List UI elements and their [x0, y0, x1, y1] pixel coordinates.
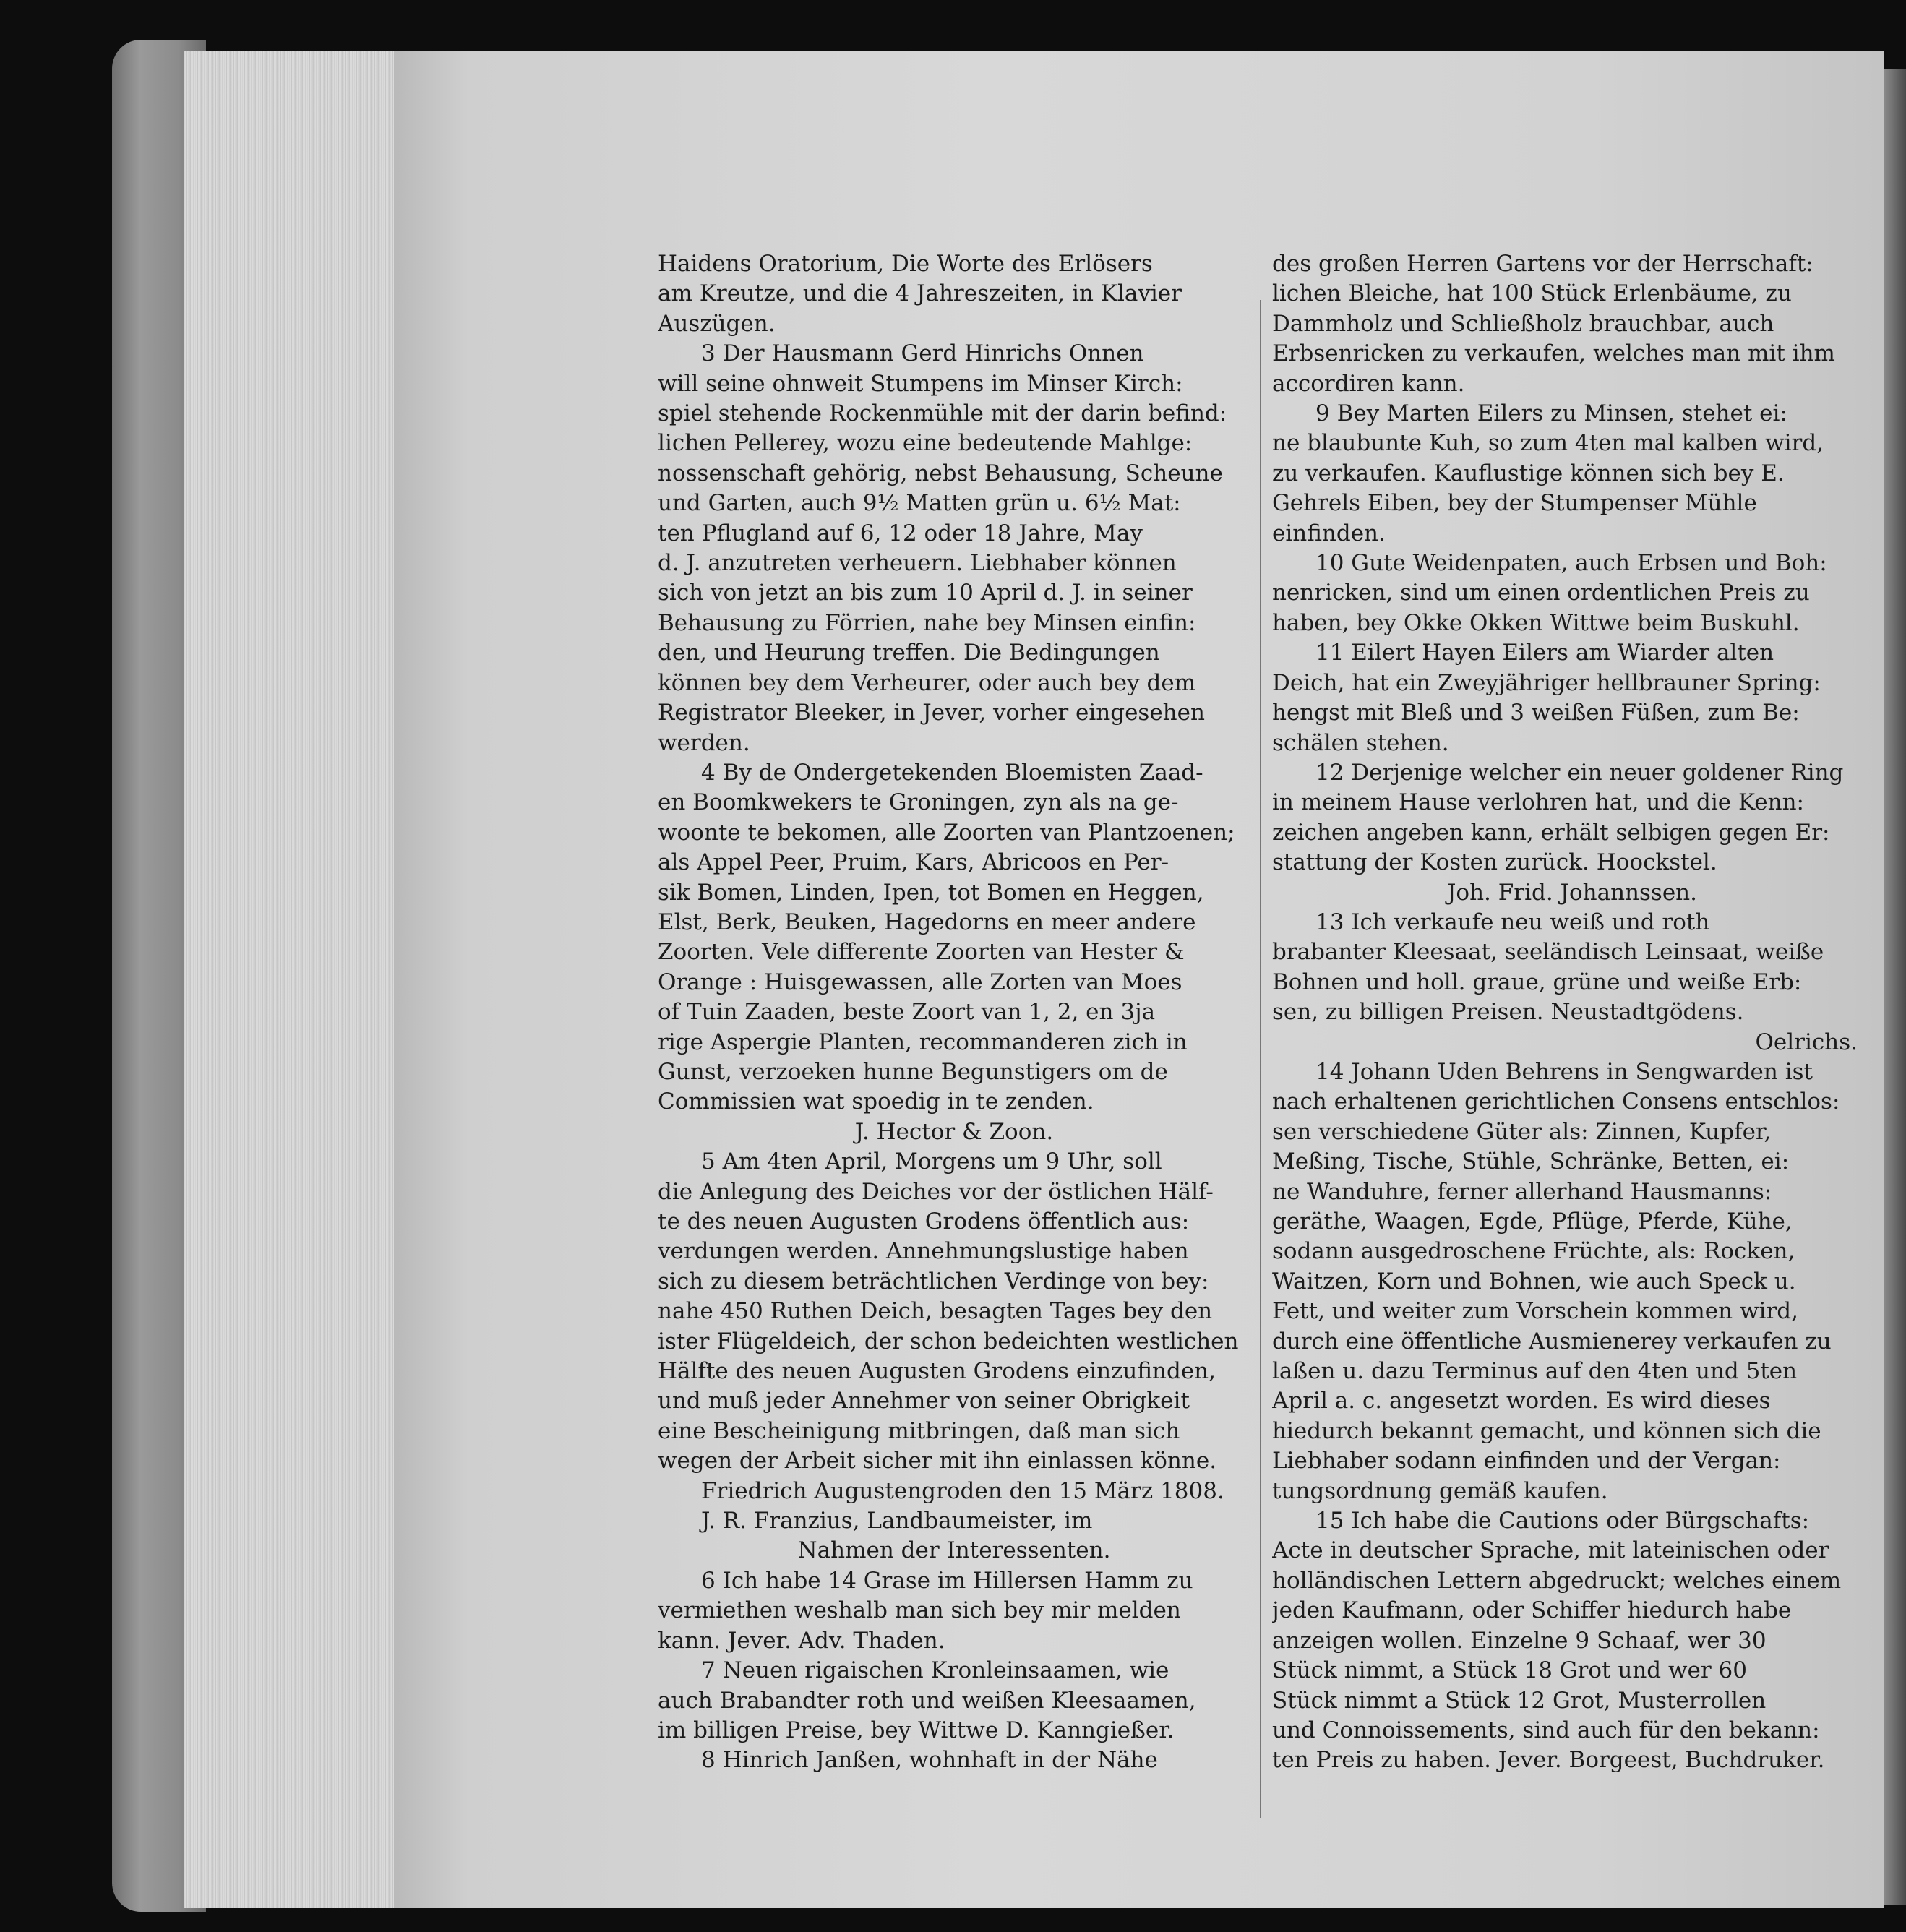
text-line: ten Preis zu haben. Jever. Borgeest, Buchdruker.: [1272, 1747, 1825, 1774]
text-line: stattung der Kosten zurück. Hoockstel.: [1272, 849, 1717, 876]
text-line: Dammholz und Schließholz brauchbar, auch: [1272, 310, 1774, 337]
text-line: nossenschaft gehörig, nebst Behausung, Scheune: [658, 460, 1223, 486]
text-line: 6 Ich habe 14 Grase im Hillersen Hamm zu: [701, 1567, 1193, 1594]
text-line: Gunst, verzoeken hunne Begunstigers om de: [658, 1058, 1168, 1085]
text-line: im billigen Preise, bey Wittwe D. Kanngießer.: [658, 1717, 1175, 1743]
text-line: sodann ausgedroschene Früchte, als: Rocken,: [1272, 1238, 1795, 1265]
text-line: 7 Neuen rigaischen Kronleinsaamen, wie: [701, 1657, 1169, 1684]
date-line: Friedrich Augustengroden den 15 März 1808.: [701, 1477, 1224, 1504]
text-line: d. J. anzutreten verheuern. Liebhaber können: [658, 550, 1177, 577]
text-line: am Kreutze, und die 4 Jahreszeiten, in Klavier: [658, 280, 1182, 307]
text-line: können bey dem Verheurer, oder auch bey dem: [658, 669, 1196, 696]
text-line: 5 Am 4ten April, Morgens um 9 Uhr, soll: [701, 1149, 1162, 1175]
text-line: April a. c. angesetzt worden. Es wird dieses: [1272, 1388, 1771, 1414]
text-line: woonte te bekomen, alle Zoorten van Plantzoenen;: [658, 819, 1235, 846]
adjacent-page-edge: [1884, 69, 1906, 1905]
left-text-column: [658, 249, 1250, 1776]
text-line: ister Flügeldeich, der schon bedeichten westlichen: [658, 1328, 1239, 1354]
right-text-column: [1272, 249, 1872, 1776]
text-line: auch Brabandter roth und weißen Kleesaamen,: [658, 1687, 1196, 1714]
text-line: Acte in deutscher Sprache, mit lateinischen oder: [1272, 1537, 1829, 1564]
text-line: sen, zu billigen Preisen. Neustadtgödens.: [1272, 999, 1744, 1026]
text-line: Auszügen.: [658, 310, 776, 337]
text-line: und Garten, auch 9½ Matten grün u. 6½ Mat:: [658, 490, 1181, 517]
page-text-area: [394, 51, 1884, 1908]
text-line: lichen Bleiche, hat 100 Stück Erlenbäume, zu: [1272, 280, 1792, 307]
text-line: 10 Gute Weidenpaten, auch Erbsen und Boh:: [1315, 550, 1827, 577]
text-line: anzeigen wollen. Einzelne 9 Schaaf, wer 30: [1272, 1627, 1767, 1654]
text-line: nach erhaltenen gerichtlichen Consens entschlos:: [1272, 1089, 1840, 1115]
text-line: te des neuen Augusten Grodens öffentlich aus:: [658, 1208, 1190, 1235]
text-line: wegen der Arbeit sicher mit ihn einlassen könne.: [658, 1448, 1217, 1474]
text-line: jeden Kaufmann, oder Schiffer hiedurch habe: [1272, 1597, 1792, 1624]
text-line: und muß jeder Annehmer von seiner Obrigkeit: [658, 1388, 1190, 1414]
text-line: und Connoissements, sind auch für den bekann:: [1272, 1717, 1820, 1743]
text-line: geräthe, Waagen, Egde, Pflüge, Pferde, Kühe,: [1272, 1208, 1793, 1235]
text-line: zeichen angeben kann, erhält selbigen gegen Er:: [1272, 819, 1830, 846]
text-line: Haidens Oratorium, Die Worte des Erlösers: [658, 251, 1153, 277]
text-line: 11 Eilert Hayen Eilers am Wiarder alten: [1315, 640, 1774, 666]
text-line: hengst mit Bleß und 3 weißen Füßen, zum Be:: [1272, 700, 1800, 726]
text-line: zu verkaufen. Kauflustige können sich bey E.: [1272, 460, 1785, 486]
text-line: hiedurch bekannt gemacht, und können sich die: [1272, 1417, 1821, 1444]
text-line: Liebhaber sodann einfinden und der Vergan:: [1272, 1448, 1781, 1474]
text-line: in meinem Hause verlohren hat, und die Kenn:: [1272, 789, 1804, 816]
page-stack-edges: [184, 51, 401, 1908]
text-line: 15 Ich habe die Cautions oder Bürgschafts:: [1315, 1508, 1810, 1534]
text-line: 12 Derjenige welcher ein neuer goldener Ring: [1315, 759, 1844, 786]
text-line: ne Wanduhre, ferner allerhand Hausmanns:: [1272, 1178, 1772, 1205]
text-line: holländischen Lettern abgedruckt; welches einem: [1272, 1567, 1842, 1594]
text-line: sen verschiedene Güter als: Zinnen, Kupfer,: [1272, 1118, 1772, 1145]
text-line: sich von jetzt an bis zum 10 April d. J. in seiner: [658, 580, 1193, 606]
text-line: laßen u. dazu Terminus auf den 4ten und 5ten: [1272, 1358, 1798, 1385]
signature-line: Joh. Frid. Johannssen.: [1446, 879, 1697, 906]
text-line: of Tuin Zaaden, beste Zoort van 1, 2, en 3ja: [658, 999, 1156, 1026]
text-line: 9 Bey Marten Eilers zu Minsen, stehet ei:: [1315, 400, 1787, 427]
text-line: Stück nimmt a Stück 12 Grot, Musterrollen: [1272, 1687, 1767, 1714]
text-line: 8 Hinrich Janßen, wohnhaft in der Nähe: [701, 1747, 1158, 1774]
text-line: Waitzen, Korn und Bohnen, wie auch Speck u.: [1272, 1268, 1796, 1295]
text-line: sich zu diesem beträchtlichen Verdinge von bey:: [658, 1268, 1209, 1295]
text-line: kann. Jever. Adv. Thaden.: [658, 1627, 945, 1654]
text-line: Meßing, Tische, Stühle, Schränke, Betten, ei:: [1272, 1149, 1790, 1175]
text-line: en Boomkwekers te Groningen, zyn als na ge-: [658, 789, 1179, 816]
text-line: ne blaubunte Kuh, so zum 4ten mal kalben wird,: [1272, 430, 1824, 457]
text-line: spiel stehende Rockenmühle mit der darin befind:: [658, 400, 1227, 427]
text-line: will seine ohnweit Stumpens im Minser Kirch:: [658, 370, 1183, 397]
text-line: 4 By de Ondergetekenden Bloemisten Zaad-: [701, 759, 1203, 786]
text-line: sik Bomen, Linden, Ipen, tot Bomen en Heggen,: [658, 879, 1204, 906]
text-line: Elst, Berk, Beuken, Hagedorns en meer andere: [658, 909, 1196, 935]
signature-line: Nahmen der Interessenten.: [797, 1537, 1111, 1564]
text-line: Erbsenricken zu verkaufen, welches man mit ihm: [1272, 340, 1835, 367]
text-line: ten Pflugland auf 6, 12 oder 18 Jahre, May: [658, 520, 1143, 546]
text-line: durch eine öffentliche Ausmienerey verkaufen zu: [1272, 1328, 1832, 1354]
text-line: verdungen werden. Annehmungslustige haben: [658, 1238, 1189, 1265]
signature-line: J. R. Franzius, Landbaumeister, im: [701, 1508, 1093, 1534]
signature-line: J. Hector & Zoon.: [854, 1118, 1054, 1145]
text-line: brabanter Kleesaat, seeländisch Leinsaat, weiße: [1272, 939, 1824, 966]
text-line: 14 Johann Uden Behrens in Sengwarden ist: [1315, 1058, 1813, 1085]
text-line: accordiren kann.: [1272, 370, 1465, 397]
text-line: Zoorten. Vele differente Zoorten van Hester &: [658, 939, 1185, 966]
text-line: Gehrels Eiben, bey der Stumpenser Mühle: [1272, 490, 1757, 517]
text-line: werden.: [658, 729, 750, 756]
text-line: haben, bey Okke Okken Wittwe beim Buskuhl.: [1272, 609, 1800, 636]
column-divider: [1260, 300, 1261, 1818]
text-line: Registrator Bleeker, in Jever, vorher eingesehen: [658, 700, 1205, 726]
text-line: tungsordnung gemäß kaufen.: [1272, 1477, 1608, 1504]
text-line: als Appel Peer, Pruim, Kars, Abricoos en Per-: [658, 849, 1169, 876]
text-line: vermiethen weshalb man sich bey mir melden: [658, 1597, 1181, 1624]
text-line: schälen stehen.: [1272, 729, 1449, 756]
text-line: 3 Der Hausmann Gerd Hinrichs Onnen: [701, 340, 1144, 367]
text-line: rige Aspergie Planten, recommanderen zich in: [658, 1029, 1188, 1055]
text-line: Deich, hat ein Zweyjähriger hellbrauner Spring:: [1272, 669, 1821, 696]
text-line: lichen Pellerey, wozu eine bedeutende Mahlge:: [658, 430, 1193, 457]
text-line: die Anlegung des Deiches vor der östlichen Hälf-: [658, 1178, 1214, 1205]
signature-line: Oelrichs.: [1755, 1029, 1858, 1055]
text-line: Bohnen und holl. graue, grüne und weiße Erb:: [1272, 969, 1802, 995]
text-line: eine Bescheinigung mitbringen, daß man sich: [658, 1417, 1180, 1444]
text-line: Commissien wat spoedig in te zenden.: [658, 1089, 1094, 1115]
text-line: 13 Ich verkaufe neu weiß und roth: [1315, 909, 1710, 935]
text-line: Behausung zu Förrien, nahe bey Minsen einfin:: [658, 609, 1196, 636]
text-line: Orange : Huisgewassen, alle Zorten van Moes: [658, 969, 1182, 995]
text-line: Hälfte des neuen Augusten Grodens einzufinden,: [658, 1358, 1216, 1385]
text-line: den, und Heurung treffen. Die Bedingungen: [658, 640, 1160, 666]
text-line: des großen Herren Gartens vor der Herrschaft:: [1272, 251, 1813, 277]
text-line: einfinden.: [1272, 520, 1386, 546]
text-line: Fett, und weiter zum Vorschein kommen wird,: [1272, 1298, 1798, 1325]
text-line: nenricken, sind um einen ordentlichen Preis zu: [1272, 580, 1810, 606]
text-line: nahe 450 Ruthen Deich, besagten Tages bey den: [658, 1298, 1213, 1325]
text-line: Stück nimmt, a Stück 18 Grot und wer 60: [1272, 1657, 1747, 1684]
